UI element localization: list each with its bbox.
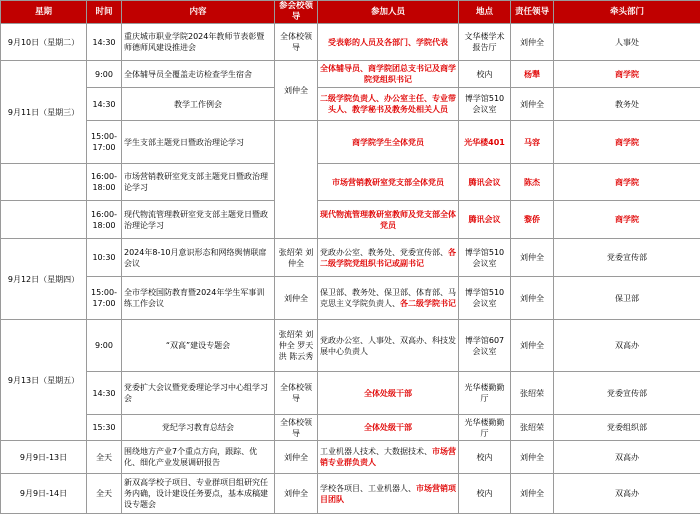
- location-cell: 博学馆510会议室: [459, 239, 511, 277]
- responsible-cell: 刘仲全: [511, 320, 554, 372]
- leader-cell: 刘仲全: [275, 441, 318, 474]
- location-cell: 博学馆510会议室: [459, 88, 511, 121]
- dept-cell: 党委宣传部: [554, 239, 700, 277]
- day-cell: 9月9日-14日: [1, 474, 87, 514]
- participants-cell: 市场营销教研室党支部全体党员: [318, 164, 459, 201]
- content-cell: “双高”建设专题会: [122, 320, 275, 372]
- location-cell: 校内: [459, 441, 511, 474]
- responsible-cell: 刘仲全: [511, 239, 554, 277]
- dept-cell: 人事处: [554, 24, 700, 61]
- day-cell: 9月11日（星期三）: [1, 61, 87, 164]
- responsible-cell: 刘仲全: [511, 474, 554, 514]
- participants-cell: 现代物流管理教研室教师及党支部全体党员: [318, 201, 459, 239]
- content-cell: 2024年8-10月意识形态和网络舆情联席会议: [122, 239, 275, 277]
- day-cell: 9月13日（星期五）: [1, 320, 87, 441]
- participants-text: 党政办公室、教务处、党委宣传部、: [320, 248, 448, 257]
- participants-text: 学校各项目、工业机器人、: [320, 484, 416, 493]
- responsible-cell: 张绍荣: [511, 415, 554, 441]
- content-cell: 党纪学习教育总结会: [122, 415, 275, 441]
- dept-cell: 双高办: [554, 441, 700, 474]
- header-content: 内容: [122, 1, 275, 24]
- time-cell: 16:00-18:00: [87, 164, 122, 201]
- table-row: [1, 239, 700, 277]
- time-cell: 全天: [87, 474, 122, 514]
- location-cell: 光华楼勤勤厅: [459, 415, 511, 441]
- day-cell: 9月12日（星期四）: [1, 239, 87, 320]
- content-cell: 围绕地方产业7个重点方向，跟踪、优化、细化产业发展调研报告: [122, 441, 275, 474]
- content-cell: 全体辅导员全覆盖走访检查学生宿舍: [122, 61, 275, 88]
- table-row: [1, 88, 700, 121]
- participants-text: 保卫部、教务处、保卫部、体育部、马克思主义学院负责人、: [320, 288, 456, 308]
- leader-cell: 张绍荣 刘仲全 罗天洪 陈云秀: [275, 320, 318, 372]
- time-cell: 14:30: [87, 88, 122, 121]
- dept-cell: 党委组织部: [554, 415, 700, 441]
- dept-cell: 党委宣传部: [554, 372, 700, 415]
- header-day: 星期: [1, 1, 87, 24]
- table-row: [1, 474, 700, 514]
- dept-cell: 保卫部: [554, 277, 700, 320]
- table-row: [1, 121, 700, 164]
- content-cell: 重庆城市职业学院2024年教师节表彰暨师德师风建设推进会: [122, 24, 275, 61]
- day-cell: [1, 164, 87, 201]
- location-cell: 博学馆510会议室: [459, 277, 511, 320]
- location-cell: 博学馆607会议室: [459, 320, 511, 372]
- time-cell: 9:00: [87, 61, 122, 88]
- participants-highlight: 各二级学院书记: [400, 299, 456, 308]
- table-row: [1, 372, 700, 415]
- leader-cell: 全体校领导: [275, 24, 318, 61]
- leader-cell: 刘仲全: [275, 277, 318, 320]
- content-cell: 学生支部主题党日暨政治理论学习: [122, 121, 275, 164]
- content-cell: 教学工作例会: [122, 88, 275, 121]
- responsible-cell: 马容: [511, 121, 554, 164]
- participants-cell: 全体处级干部: [318, 372, 459, 415]
- day-cell: 9月9日-13日: [1, 441, 87, 474]
- table-row: [1, 277, 700, 320]
- header-row: [1, 1, 700, 24]
- location-cell: 光华楼401: [459, 121, 511, 164]
- participants-highlight: 市场营销专业群负责人: [320, 447, 456, 467]
- table-row: [1, 320, 700, 372]
- responsible-cell: 刘仲全: [511, 24, 554, 61]
- responsible-cell: 陈杰: [511, 164, 554, 201]
- location-cell: 校内: [459, 474, 511, 514]
- time-cell: 15:00-17:00: [87, 277, 122, 320]
- time-cell: 16:00-18:00: [87, 201, 122, 239]
- participants-cell: 党政办公室、人事处、双高办、科技发展中心负责人: [318, 320, 459, 372]
- content-cell: 全市学校国防教育暨2024年学生军事训练工作会议: [122, 277, 275, 320]
- header-dept: 牵头部门: [554, 1, 700, 24]
- content-cell: 新双高学校子项目、专业群项目组研究任务内确，设计建设任务要点，基本成稿建设专题会: [122, 474, 275, 514]
- time-cell: 14:30: [87, 372, 122, 415]
- participants-highlight: 各二级学院党组织书记或副书记: [320, 248, 456, 268]
- location-cell: 文华楼学术报告厅: [459, 24, 511, 61]
- participants-cell: 商学院学生全体党员: [318, 121, 459, 164]
- header-responsible: 责任领导: [511, 1, 554, 24]
- location-cell: 光华楼勤勤厅: [459, 372, 511, 415]
- leader-cell: 刘仲全: [275, 474, 318, 514]
- participants-cell: 受表彰的人员及各部门、学院代表: [318, 24, 459, 61]
- dept-cell: 双高办: [554, 320, 700, 372]
- content-cell: 现代物流管理教研室党支部主题党日暨政治理论学习: [122, 201, 275, 239]
- leader-cell: 全体校领导: [275, 415, 318, 441]
- participants-highlight: 市场营销项目团队: [320, 484, 456, 504]
- participants-cell: 二级学院负责人、办公室主任、专业带头人、教学秘书及教务处相关人员: [318, 88, 459, 121]
- participants-cell: [318, 277, 459, 320]
- participants-cell: [318, 239, 459, 277]
- table-row: [1, 61, 700, 88]
- time-cell: 10:30: [87, 239, 122, 277]
- leader-cell: 全体校领导: [275, 372, 318, 415]
- table-row: [1, 164, 700, 201]
- dept-cell: 商学院: [554, 61, 700, 88]
- dept-cell: 双高办: [554, 474, 700, 514]
- dept-cell: 商学院: [554, 121, 700, 164]
- responsible-cell: 杨犟: [511, 61, 554, 88]
- leader-cell: 刘仲全: [275, 61, 318, 121]
- participants-cell: [318, 441, 459, 474]
- responsible-cell: 刘仲全: [511, 441, 554, 474]
- time-cell: 全天: [87, 441, 122, 474]
- time-cell: 15:30: [87, 415, 122, 441]
- dept-cell: 商学院: [554, 164, 700, 201]
- responsible-cell: 刘仲全: [511, 88, 554, 121]
- leader-cell: [275, 121, 318, 239]
- location-cell: 腾讯会议: [459, 164, 511, 201]
- responsible-cell: 黎侨: [511, 201, 554, 239]
- participants-cell: 全体处级干部: [318, 415, 459, 441]
- header-location: 地点: [459, 1, 511, 24]
- content-cell: 党委扩大会议暨党委理论学习中心组学习会: [122, 372, 275, 415]
- time-cell: 9:00: [87, 320, 122, 372]
- table-row: [1, 415, 700, 441]
- responsible-cell: 张绍荣: [511, 372, 554, 415]
- day-cell: [1, 201, 87, 239]
- table-row: [1, 201, 700, 239]
- dept-cell: 教务处: [554, 88, 700, 121]
- leader-cell: 张绍荣 刘仲全: [275, 239, 318, 277]
- dept-cell: 商学院: [554, 201, 700, 239]
- time-cell: 14:30: [87, 24, 122, 61]
- table-row: [1, 441, 700, 474]
- header-participants: 参加人员: [318, 1, 459, 24]
- location-cell: 腾讯会议: [459, 201, 511, 239]
- content-cell: 市场营销教研室党支部主题党日暨政治理论学习: [122, 164, 275, 201]
- location-cell: 校内: [459, 61, 511, 88]
- responsible-cell: 刘仲全: [511, 277, 554, 320]
- day-cell: 9月10日（星期二）: [1, 24, 87, 61]
- header-leader: 参会校领导: [275, 1, 318, 24]
- participants-text: 工业机器人技术、大数据技术、: [320, 447, 432, 456]
- header-time: 时间: [87, 1, 122, 24]
- table-row: [1, 24, 700, 61]
- participants-cell: [318, 474, 459, 514]
- participants-cell: 全体辅导员、商学院团总支书记及商学院党组织书记: [318, 61, 459, 88]
- time-cell: 15:00-17:00: [87, 121, 122, 164]
